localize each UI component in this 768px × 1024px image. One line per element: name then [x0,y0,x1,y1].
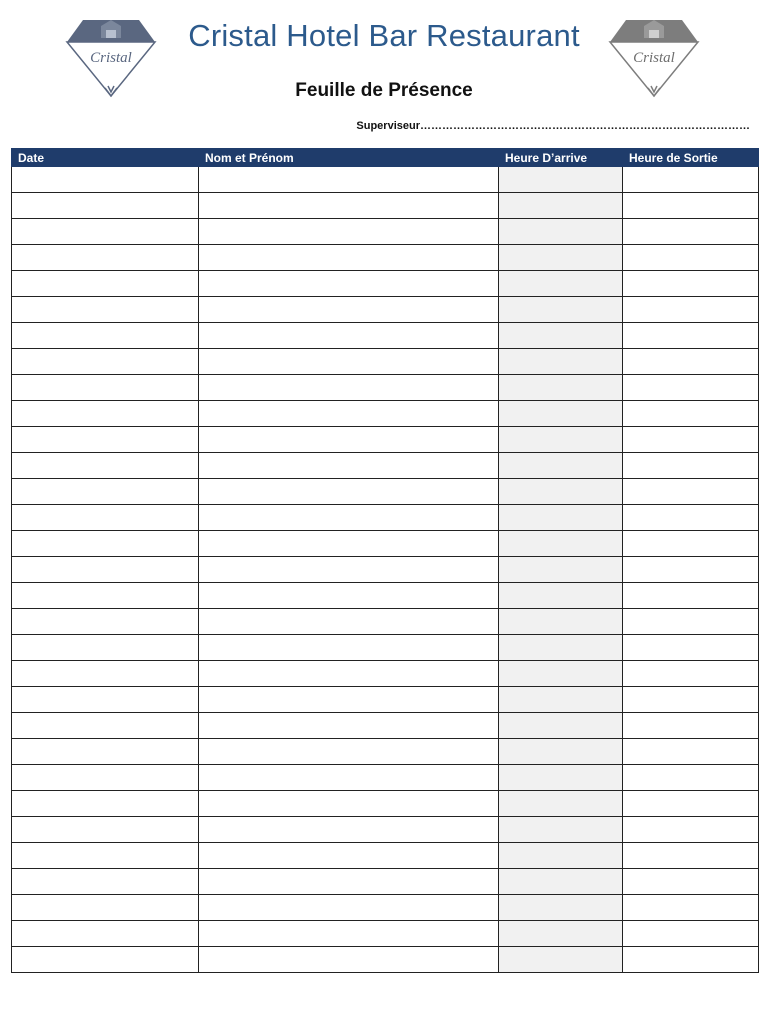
departure-cell[interactable] [623,375,759,401]
date-cell[interactable] [12,583,199,609]
arrival-cell[interactable] [499,271,623,297]
table-row [12,297,759,323]
departure-cell[interactable] [623,349,759,375]
arrival-cell[interactable] [499,375,623,401]
departure-cell[interactable] [623,687,759,713]
name-cell[interactable] [199,921,499,947]
arrival-cell[interactable] [499,921,623,947]
departure-cell[interactable] [623,479,759,505]
arrival-cell[interactable] [499,219,623,245]
table-row [12,817,759,843]
table-row [12,505,759,531]
departure-cell[interactable] [623,713,759,739]
table-row [12,843,759,869]
departure-cell[interactable] [623,739,759,765]
departure-cell[interactable] [623,167,759,193]
name-cell[interactable] [199,349,499,375]
arrival-cell[interactable] [499,323,623,349]
name-cell[interactable] [199,635,499,661]
arrival-cell[interactable] [499,869,623,895]
table-row [12,739,759,765]
date-cell[interactable] [12,453,199,479]
arrival-cell[interactable] [499,167,623,193]
arrival-cell[interactable] [499,713,623,739]
date-cell[interactable] [12,921,199,947]
table-row [12,661,759,687]
departure-cell[interactable] [623,817,759,843]
date-cell[interactable] [12,531,199,557]
date-cell[interactable] [12,323,199,349]
arrival-cell[interactable] [499,583,623,609]
departure-cell[interactable] [623,635,759,661]
departure-cell[interactable] [623,869,759,895]
date-cell[interactable] [12,869,199,895]
table-row [12,167,759,193]
date-cell[interactable] [12,739,199,765]
arrival-cell[interactable] [499,297,623,323]
arrival-cell[interactable] [499,843,623,869]
departure-cell[interactable] [623,557,759,583]
date-cell[interactable] [12,505,199,531]
date-cell[interactable] [12,843,199,869]
departure-cell[interactable] [623,843,759,869]
table-row [12,895,759,921]
departure-cell[interactable] [623,323,759,349]
table-row [12,401,759,427]
logo-text: Cristal [633,50,675,66]
table-row [12,479,759,505]
departure-cell[interactable] [623,609,759,635]
name-cell[interactable] [199,739,499,765]
departure-cell[interactable] [623,401,759,427]
departure-cell[interactable] [623,791,759,817]
date-cell[interactable] [12,193,199,219]
name-cell[interactable] [199,427,499,453]
date-cell[interactable] [12,635,199,661]
date-cell[interactable] [12,479,199,505]
departure-cell[interactable] [623,947,759,973]
date-cell[interactable] [12,895,199,921]
arrival-cell[interactable] [499,817,623,843]
table-row [12,713,759,739]
table-header-row [12,149,759,167]
departure-cell[interactable] [623,583,759,609]
name-cell[interactable] [199,453,499,479]
name-cell[interactable] [199,219,499,245]
date-cell[interactable] [12,375,199,401]
table-row [12,947,759,973]
name-cell[interactable] [199,479,499,505]
table-row [12,583,759,609]
date-cell[interactable] [12,297,199,323]
departure-cell[interactable] [623,219,759,245]
column-header-name: Nom et Prénom [199,149,499,167]
sheet-title: Feuille de Présence [295,80,473,101]
arrival-cell[interactable] [499,349,623,375]
arrival-cell[interactable] [499,479,623,505]
supervisor-field[interactable]: Superviseur……………………………………………………………………………… [356,120,750,132]
arrival-cell[interactable] [499,531,623,557]
arrival-cell[interactable] [499,895,623,921]
column-header-arrival: Heure D’arrive [499,149,623,167]
name-cell[interactable] [199,401,499,427]
name-cell[interactable] [199,609,499,635]
date-cell[interactable] [12,687,199,713]
date-cell[interactable] [12,349,199,375]
departure-cell[interactable] [623,505,759,531]
name-cell[interactable] [199,791,499,817]
table-row [12,791,759,817]
arrival-cell[interactable] [499,557,623,583]
name-cell[interactable] [199,661,499,687]
arrival-cell[interactable] [499,947,623,973]
name-cell[interactable] [199,713,499,739]
departure-cell[interactable] [623,271,759,297]
arrival-cell[interactable] [499,739,623,765]
arrival-cell[interactable] [499,427,623,453]
arrival-cell[interactable] [499,401,623,427]
name-cell[interactable] [199,687,499,713]
table-row [12,323,759,349]
departure-cell[interactable] [623,245,759,271]
name-cell[interactable] [199,843,499,869]
departure-cell[interactable] [623,765,759,791]
table-row [12,609,759,635]
hotel-title: Cristal Hotel Bar Restaurant [188,18,580,53]
departure-cell[interactable] [623,661,759,687]
date-cell[interactable] [12,557,199,583]
name-cell[interactable] [199,895,499,921]
departure-cell[interactable] [623,921,759,947]
arrival-cell[interactable] [499,193,623,219]
date-cell[interactable] [12,947,199,973]
name-cell[interactable] [199,557,499,583]
date-cell[interactable] [12,609,199,635]
logo-text: Cristal [90,50,132,66]
name-cell[interactable] [199,297,499,323]
arrival-cell[interactable] [499,453,623,479]
name-cell[interactable] [199,531,499,557]
table-row [12,453,759,479]
table-row [12,375,759,401]
arrival-cell[interactable] [499,661,623,687]
name-cell[interactable] [199,271,499,297]
departure-cell[interactable] [623,193,759,219]
name-cell[interactable] [199,323,499,349]
attendance-table [11,148,759,973]
date-cell[interactable] [12,791,199,817]
name-cell[interactable] [199,817,499,843]
table-row [12,427,759,453]
name-cell[interactable] [199,765,499,791]
date-cell[interactable] [12,427,199,453]
table-row [12,219,759,245]
date-cell[interactable] [12,401,199,427]
arrival-cell[interactable] [499,635,623,661]
arrival-cell[interactable] [499,765,623,791]
table-row [12,635,759,661]
column-header-date: Date [12,149,199,167]
table-row [12,531,759,557]
table-row [12,271,759,297]
attendance-rows [12,167,759,973]
date-cell[interactable] [12,219,199,245]
name-cell[interactable] [199,375,499,401]
table-row [12,921,759,947]
arrival-cell[interactable] [499,791,623,817]
table-row [12,765,759,791]
departure-cell[interactable] [623,453,759,479]
departure-cell[interactable] [623,895,759,921]
column-header-departure: Heure de Sortie [623,149,759,167]
date-cell[interactable] [12,765,199,791]
departure-cell[interactable] [623,531,759,557]
name-cell[interactable] [199,505,499,531]
arrival-cell[interactable] [499,609,623,635]
table-row [12,687,759,713]
date-cell[interactable] [12,713,199,739]
arrival-cell[interactable] [499,245,623,271]
table-row [12,557,759,583]
name-cell[interactable] [199,947,499,973]
date-cell[interactable] [12,167,199,193]
date-cell[interactable] [12,245,199,271]
departure-cell[interactable] [623,427,759,453]
name-cell[interactable] [199,869,499,895]
table-row [12,349,759,375]
name-cell[interactable] [199,167,499,193]
date-cell[interactable] [12,271,199,297]
name-cell[interactable] [199,193,499,219]
arrival-cell[interactable] [499,505,623,531]
date-cell[interactable] [12,817,199,843]
date-cell[interactable] [12,661,199,687]
departure-cell[interactable] [623,297,759,323]
table-row [12,869,759,895]
table-row [12,245,759,271]
arrival-cell[interactable] [499,687,623,713]
name-cell[interactable] [199,583,499,609]
table-row [12,193,759,219]
name-cell[interactable] [199,245,499,271]
